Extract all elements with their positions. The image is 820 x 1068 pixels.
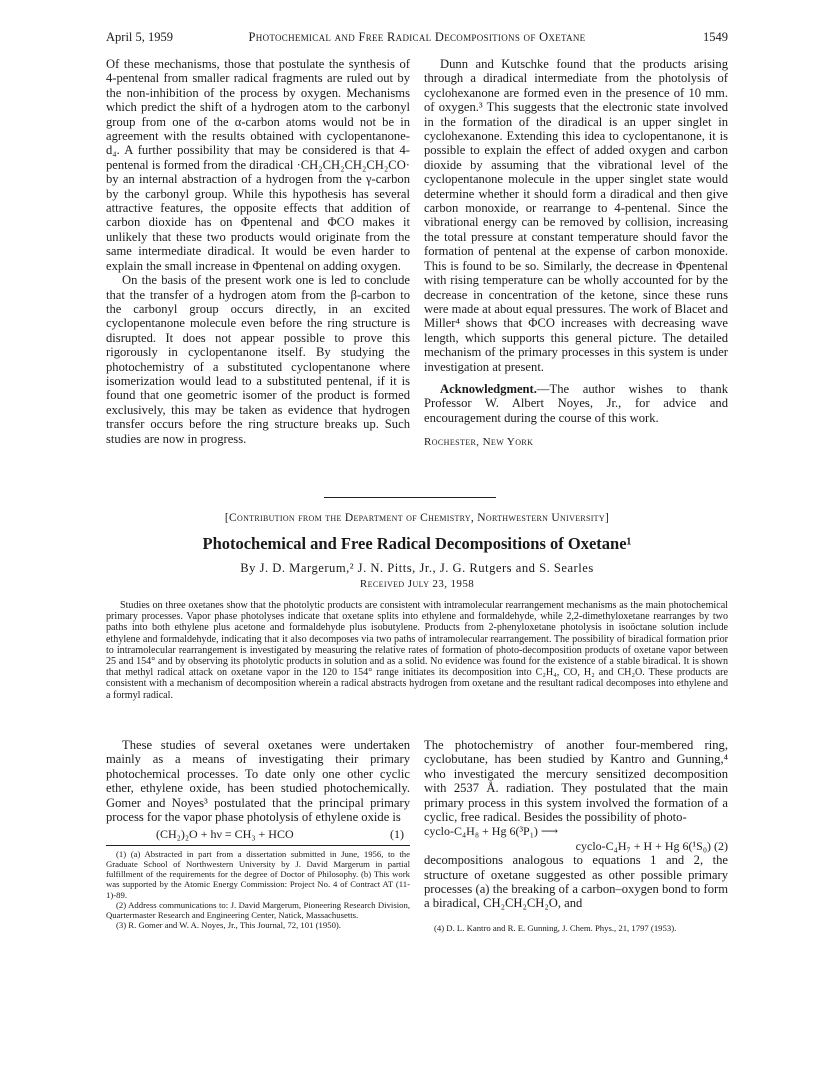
top-left-column xyxy=(106,57,410,446)
running-title: Photochemical and Free Radical Decompositions of Oxetane xyxy=(248,30,586,44)
equation-2-left: cyclo-C₄H₈ + Hg 6(³P₁) ⟶ xyxy=(424,824,559,839)
abstract: Studies on three oxetanes show that the photolytic products are consistent with intramolecular rearrangement mechanisms as the main photochemical primary processes. Vapor phase photolyses indicate that oxetane splits into ethylene and formaldehyde, while 2,2-dimethyloxetane rearranges by two paths into both ethylene plus acetone and formaldehyde plus isobutylene. Products from 2-phenyloxetane photolysis in isoöctane solution include ethylene and formaldehyde, indicating that it also decomposes via two paths of intramolecular rearrangement. The possibility of biradical formation prior to intramolecular rearrangement is investigated by measuring the relative rates of formation of photo-decomposition products of oxetane vapor between 25 and 154° and by observing its photolytic products in solution and as a solid. No evidence was found for the existence of a stable biradical. It is shown that methyl radical attack on oxetane vapor in the 120 to 154° range initiates its decomposition into C₂H₄, CO, H₂ and CH₂O. These products are consistent with a mechanism of decomposition wherein a radical abstracts hydrogen from oxetane and the resultant radical decomposes into ethylene and a formyl radical. xyxy=(106,600,728,701)
page-header xyxy=(106,30,728,50)
paragraph: The photochemistry of another four-membered ring, cyclobutane, has been studied by Kantro and Gunning,⁴ who investigated the mercury sensitized decomposition with 2537 Å. radiation. They postulated that the main primary process in this system involved the formation of a cyclic, free radical. Besides the possibility of photo- xyxy=(424,738,728,825)
bottom-left-column xyxy=(106,738,410,930)
paragraph: decompositions analogous to equations 1 and 2, the structure of oxetane suggested as other possible primary processes (a) the breaking of a carbon–oxygen bond to form a biradical, CH₂CH₂CH₂O, and xyxy=(424,853,728,911)
top-right-column xyxy=(424,57,728,450)
page-number: 1549 xyxy=(703,30,728,44)
footnote: (1) (a) Abstracted in part from a dissertation submitted in June, 1956, to the Graduate School of Northwestern University by J. David Margerum in partial fulfillment of the requirements for the degree of Doctor of Philosophy. (b) This work was supported by the Atomic Energy Commission: Project No. 4 of Contract AT (11-1)-89. xyxy=(106,848,410,900)
section-divider xyxy=(324,497,496,498)
received-date: Received July 23, 1958 xyxy=(359,578,475,590)
equation-2-right: cyclo-C₄H₇ + H + Hg 6(¹S₀) (2) xyxy=(575,838,728,853)
header-date: April 5, 1959 xyxy=(106,30,174,44)
paragraph: Of these mechanisms, those that postulate the synthesis of 4-pentenal from smaller radical fragments are ruled out by the non-inhibition of the process by oxygen. Mechanisms which predict the shift of a hydrogen atom to the carbonyl group from one of the α-carbon atoms would not be in agreement with the results obtained with cyclopentanone-d₄. A further possibility that may be considered is that 4-pentenal is formed from the diradical ·CH₂CH₂CH₂CH₂CO· by an internal abstraction of a hydrogen from the γ-carbon by the carbonyl group. While this hypothesis has several attractive features, the opposite effects that addition of carbon dioxide has on Φpentenal and ΦCO makes it unlikely that these two products would originate from the same intermediate diradical. It would be even harder to explain the small increase in Φpentenal on adding oxygen. xyxy=(106,57,410,273)
equation-expression: (CH₂)₂O + hν = CH₃ + HCO xyxy=(156,827,294,842)
paragraph: On the basis of the present work one is led to conclude that the transfer of a hydrogen atom from the β-carbon to the carbonyl group occurs directly, in an excited cyclopentanone molecule even before the ring structure is disrupted. It does not appear possible to prove this rigorously in cyclopentanone itself. By studying the photochemistry of a substituted cyclopentanone where isomerization would lead to a substituted pentenal, if it is found that one geometric isomer of the product is formed exclusively, this may be taken as evidence that hydrogen transfer occurs before the ring structure breaks up. Such studies are now in progress. xyxy=(106,273,410,446)
footnote: (4) D. L. Kantro and R. E. Gunning, J. Chem. Phys., 21, 1797 (1953). xyxy=(434,922,677,933)
article-title: Photochemical and Free Radical Decompositions of Oxetane¹ xyxy=(202,534,632,553)
footnote: (2) Address communications to: J. David Margerum, Pioneering Research Division, Quartermaster Research and Engineering Center, Natick, Massachusetts. xyxy=(106,899,410,921)
equation-number: (1) xyxy=(390,827,404,842)
place-line: Rochester, New York xyxy=(424,436,534,449)
paragraph: Dunn and Kutschke found that the products arising through a diradical intermediate from the photolysis of cyclohexanone are formed even in the presence of 10 mm. of oxygen.³ This suggests that the electronic state involved in the formation of the diradical is an upper singlet in cyclohexanone. Extending this idea to cyclopentanone, it is possible to explain the effect of added oxygen and carbon dioxide by assuming that the vibrational level of the cyclopentanone molecule in the upper singlet state would determine whether it should form a diradical and then give carbon monoxide, or rearrange to 4-pentenal. Since the vibrational energy can be removed by collision, increasing the total pressure at constant temperature should favor the formation of pentenal at the expense of carbon monoxide. This is found to be so. Similarly, the decrease in Φpentenal with rising temperature can be wholly accounted for by the decrease in concentration of the ketone, since these runs were made at about equal pressures. The work of Blacet and Miller⁴ shows that ΦCO increases with decreasing wave length, which supports this general picture. The detailed mechanism of the primary processes in this system is under investigation at present. xyxy=(424,57,728,374)
paragraph: These studies of several oxetanes were undertaken mainly as a means of investigating their primary photochemical processes. To date only one other cyclic ether, ethylene oxide, has been studied photochemically. Gomer and Noyes³ postulated that the principal primary process for the vapor phase photolysis of ethylene oxide is xyxy=(106,738,410,825)
footnote: (3) R. Gomer and W. A. Noyes, Jr., This Journal, 72, 101 (1950). xyxy=(116,920,341,931)
bottom-right-column xyxy=(424,738,728,933)
acknowledgment-text: —The author wishes to thank Professor W. Albert Noyes, Jr., for advice and encouragement during the course of this work. xyxy=(424,381,728,425)
acknowledgment-label: Acknowledgment. xyxy=(440,381,537,396)
acknowledgment xyxy=(424,382,728,425)
footnote-divider xyxy=(106,845,410,846)
contribution-line: [Contribution from the Department of Chemistry, Northwestern University] xyxy=(224,512,610,524)
authors-line: By J. D. Margerum,² J. N. Pitts, Jr., J. G. Rutgers and S. Searles xyxy=(240,561,594,575)
equation-1 xyxy=(106,827,410,841)
